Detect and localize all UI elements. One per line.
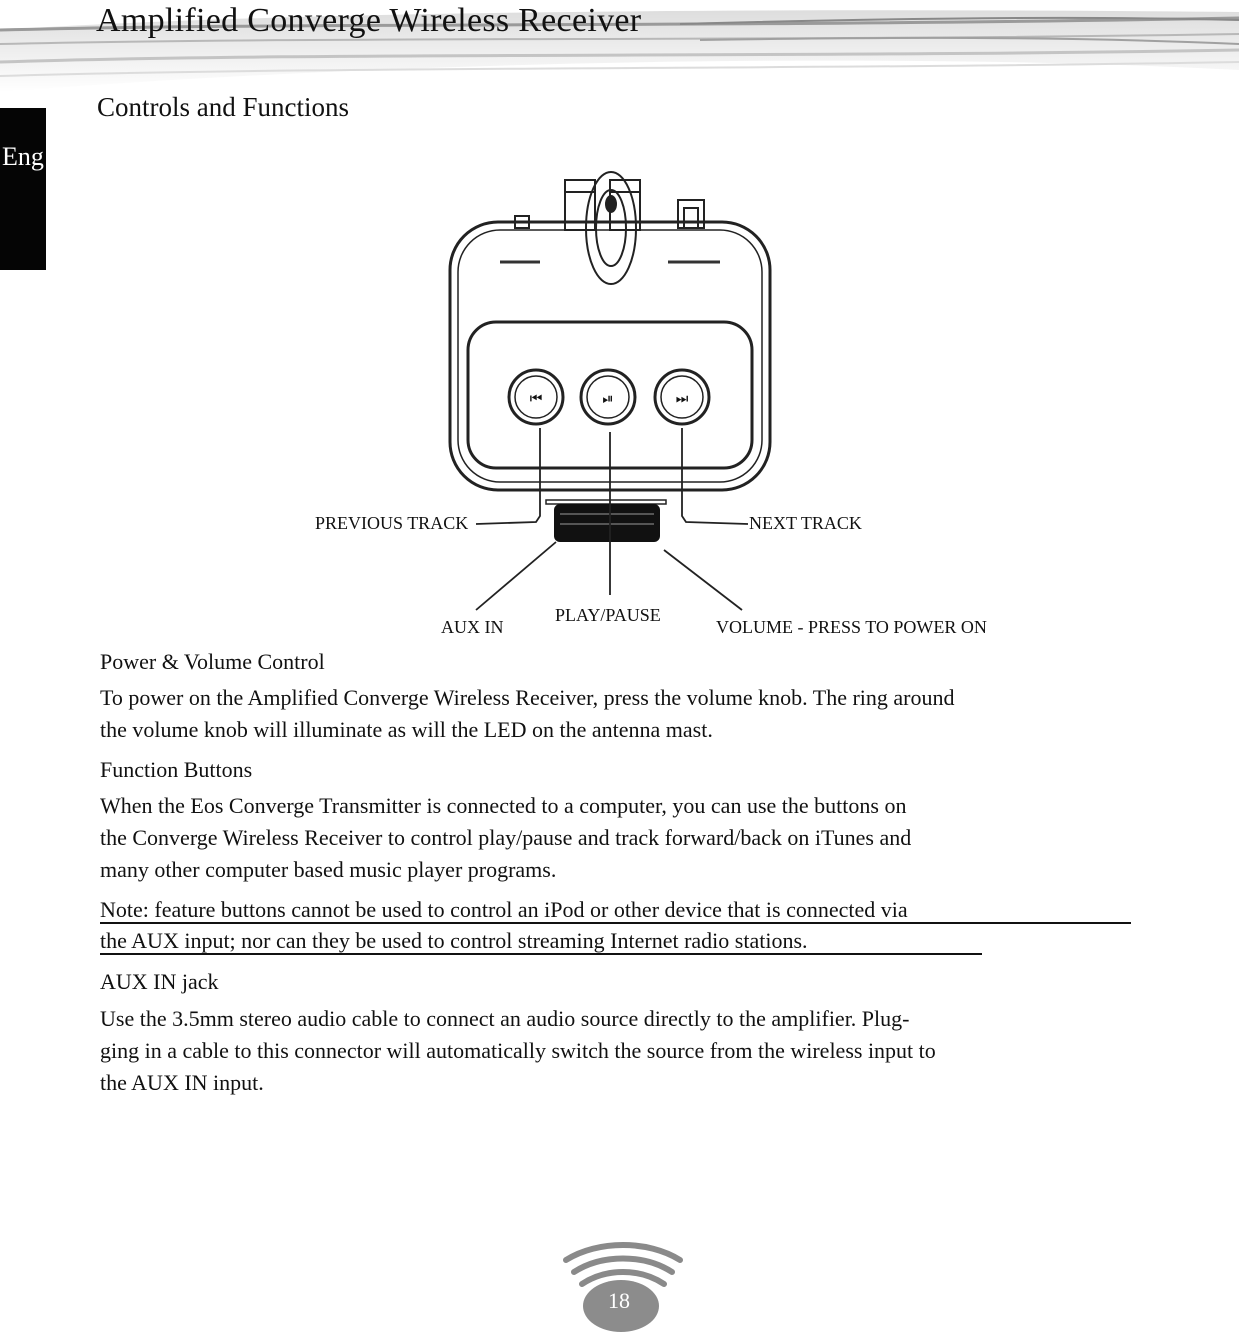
label-play-pause: PLAY/PAUSE bbox=[555, 605, 661, 625]
label-previous-track: PREVIOUS TRACK bbox=[315, 513, 469, 533]
language-tab bbox=[0, 108, 46, 270]
language-tab-label: Eng bbox=[2, 142, 44, 171]
text-line: To power on the Amplified Converge Wireless Receiver, press the volume knob. The ring around bbox=[100, 685, 955, 710]
note-underline bbox=[100, 922, 1131, 924]
note-underline bbox=[100, 953, 982, 955]
paragraph-aux-in-jack bbox=[100, 1003, 936, 1099]
paragraph-power-volume bbox=[100, 682, 955, 746]
heading-power-volume: Power & Volume Control bbox=[100, 649, 325, 674]
previous-track-button[interactable] bbox=[509, 370, 563, 424]
next-track-button[interactable] bbox=[655, 370, 709, 424]
label-next-track: NEXT TRACK bbox=[749, 513, 862, 533]
text-line: the AUX IN input. bbox=[100, 1070, 264, 1095]
antenna-mast bbox=[565, 172, 640, 284]
note-line-text: the AUX input; nor can they be used to control streaming Internet radio stations. bbox=[100, 928, 808, 953]
note-feature-buttons bbox=[100, 894, 908, 956]
label-aux-in: AUX IN bbox=[441, 617, 504, 637]
label-volume: VOLUME - PRESS TO POWER ON bbox=[716, 617, 987, 637]
play-pause-button[interactable] bbox=[581, 370, 635, 424]
text-line: the volume knob will illuminate as will the LED on the antenna mast. bbox=[100, 717, 713, 742]
receiver-diagram bbox=[300, 170, 1020, 645]
svg-text:⏮: ⏮ bbox=[529, 391, 543, 407]
page-number: 18 bbox=[608, 1288, 630, 1313]
wireless-logo-icon bbox=[558, 1238, 688, 1334]
text-line: many other computer based music player programs. bbox=[100, 857, 557, 882]
section-title: Controls and Functions bbox=[97, 92, 350, 122]
paragraph-function-buttons bbox=[100, 790, 911, 886]
document-title: Amplified Converge Wireless Receiver bbox=[96, 2, 642, 39]
text-line: the Converge Wireless Receiver to control play/pause and track forward/back on iTunes and bbox=[100, 825, 912, 850]
volume-knob[interactable] bbox=[546, 500, 666, 542]
svg-text:⏭: ⏭ bbox=[675, 391, 689, 407]
note-line-text: Note: feature buttons cannot be used to control an iPod or other device that is connected via bbox=[100, 897, 908, 922]
text-line: When the Eos Converge Transmitter is connected to a computer, you can use the buttons on bbox=[100, 793, 907, 818]
text-line: Use the 3.5mm stereo audio cable to connect an audio source directly to the amplifier. Plug- bbox=[100, 1006, 910, 1031]
heading-aux-in-jack: AUX IN jack bbox=[100, 969, 219, 994]
svg-text:⏯: ⏯ bbox=[602, 391, 614, 407]
text-line: ging in a cable to this connector will automatically switch the source from the wireless input to bbox=[100, 1038, 936, 1063]
heading-function-buttons: Function Buttons bbox=[100, 757, 253, 782]
